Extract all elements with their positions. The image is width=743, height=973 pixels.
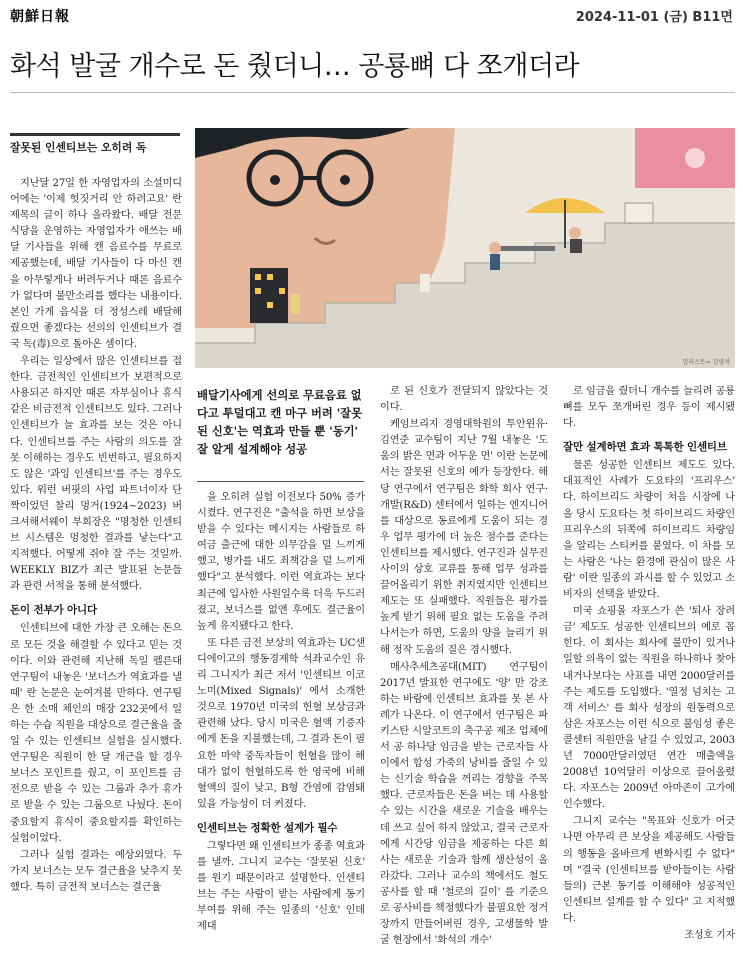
- paragraph: 인센티브에 대한 가장 큰 오해는 돈으로 모든 것을 해결할 수 있다고 믿는 것이다. 이와 관련해 지난해 독일 펠른대 연구팀이 내놓은 '보너스가 역효과를 낼 때' 란 논문은 눈여겨볼 만하다. 연구팀은 한 소매 체인의 매장 232곳에서 일하는 수습 직원을 대상으로 결근율을 줄일 수 있는 인센티브 실험을 실시했다. 연구팀은 직원이 한 달 개근을 할 경우 보너스 포인트를 줬고, 이 포인트를 금전으로 받을 수 있는 그룹과 추가 휴가로 받을 수 있는 그룹으로 나눴다. 돈이 중요할지 휴식이 중요할지를 확인하는 실험이었다.: [10, 623, 182, 844]
- newspaper-logo: 朝鮮日報: [10, 9, 70, 25]
- article-deck: 배달기사에게 선의로 무료음료 없다고 투덜대고 캔 마구 버려 '잘못된 신호'는 역효과 만들 뿐 '동기' 잘 알게 설계해야 성공: [197, 389, 362, 456]
- deck-divider: [197, 481, 364, 482]
- paragraph: 그니지 교수는 "목표와 신호가 어긋나면 아무리 큰 보상을 제공해도 사람들의 행동을 올바르게 변화시킬 수 없다" 며 "결국 (인센티브를 받아들이는 사람들의) 근본 동기를 이해해야 성공적인 인센티브 설계를 할 수 있다" 고 지적했다.: [563, 816, 735, 924]
- section-heading: 돈이 전부가 아니다: [10, 604, 97, 617]
- paragraph: 미국 쇼핑몰 자포스가 쓴 '퇴사 장려금' 제도도 성공한 인센티브의 예로 꼽힌다. 이 회사는 회사에 불만이 있거나 일할 의욕이 없는 직원을 하나하나 찾아내거나보다는 사표를 내면 2000달러를 주는 제도를 도입했다. '열정 넘치는 고객 서비스' 를 회사 성장의 원동력으로 삼은 자포스는 이런 식으로 불임성 좋은 콜센터 직원만을 남길 수 있었고, 2003년 7000만달러였던 연간 매출액을 2008년 10억달러 이상으로 끌어올렸다. 자포스는 2009년 아마존이 고가에 인수했다.: [563, 606, 735, 811]
- paragraph: 매사추세츠공대(MIT) 연구팀이 2017년 발표한 연구에도 '양' 만 강조하는 바람에 인센티브 효과를 못 본 사례가 나온다. 이 연구에서 연구팀은 파키스탄 시알코트의 축구공 제조 업체에서 공 하나당 임금을 받는 근로자들 사이에서 합성 가죽의 낭비를 줄일 수 있는 신기술 학습을 꺼리는 경향을 주목했다. 근로자들은 돈을 버는 데 사용할 수 있는 시간을 새로운 기술을 배우는 데 쓰고 싶어 하지 않았고, 결국 근로자에게 시간당 임금을 제공하는 다른 회사는 새로운 기술과 함께 생산성이 올라갔다. 그러나 교수의 책에서도 철도 공사를 할 때 '철로의 길이' 를 기준으로 공사비를 책정했다가 불필요한 정거장까지 만들어버린 경우, 고생물학 발굴 현장에서 '화석의 개수': [380, 661, 548, 947]
- article-column-4: [563, 384, 735, 971]
- paragraph: 케임브리지 경영대학원의 투안윈유·김연준 교수팀이 지난 7월 내놓은 '도움의 밝은 면과 어두운 면' 이란 논문에서는 잘못된 신호의 예가 등장한다. 해당 연구에서 연구팀은 화학 회사 연구·개발(R&D) 센터에서 일하는 엔지니어를 대상으로 동료에게 도움이 되는 경우 업무 평가에 더 높은 점수를 준다는 인센티브를 제시했다. 연구진과 실무진 사이의 상호 교류를 통해 업무 성과를 끌어올리기 위한 취지였지만 인센티브 제도는 또 실패했다. 직원들은 평가를 높게 받기 위해 필요 없는 도움을 주려 나서는가 하면, 도움의 양을 늘리기 위해 정작 도움의 질은 경시했다.: [380, 419, 548, 656]
- date-page-label: 2024-11-01 (금) B11면: [575, 10, 733, 25]
- headline-divider: [10, 92, 735, 93]
- paragraph: 을 오히려 실험 이전보다 50% 증가시켰다. 연구진은 "출석을 하면 보상을 받을 수 있다는 메시지는 사람들로 하여금 출근에 대한 의무감을 덜 느끼게 했고, 병가를 내도 죄책감을 덜 느끼게 했다"고 분석했다. 이런 역효과는 보다 최근에 입사한 사원일수록 더욱 두드러졌고, 보너스를 없앤 후에도 결근율이 높게 유지됐다고 한다.: [197, 492, 365, 632]
- paragraph: 물론 성공한 인센티브 제도도 있다. 대표적인 사례가 도요타의 '프리우스' 다. 하이브리드 차량이 처음 시장에 나올 당시 도요타는 첫 하이브리드 차량인 프리우스의 뒤쪽에 하이브리드 차량임을 알리는 스티커를 붙였다. 이 차를 모는 사람은 '나는 환경에 관심이 많은 사람' 이란 일종의 과시를 할 수 있었고 소비자의 선택을 받았다.: [563, 460, 735, 601]
- article-column-3: [380, 384, 548, 971]
- masthead: [10, 6, 733, 28]
- section-heading: 인센티브는 정확한 설계가 필수: [197, 821, 338, 834]
- paragraph: 또 다른 금전 보상의 역효과는 UC샌디에이고의 행동경제학 석좌교수인 유리 그니지가 최근 저서 '인센티브 이코노미(Mixed Signals)' 에서 소개한 것으로 1970년 미국의 헌혈 보상금과 관련해 났다. 당시 미국은 혈액 기증자에게 돈을 지불했는데, 그 결과 돈이 필요한 마약 중독자들이 헌혈을 많이 해 대가 없이 헌혈하도록 한 영국에 비해 혈액의 질이 낮고, B형 간염에 감염돼 있을 가능성이 더 커졌다.: [197, 637, 365, 810]
- article-illustration: [195, 128, 735, 368]
- paragraph: 지난달 27일 한 자영업자의 소셜미디어에는 '이제 헛짓거리 안 하려고요' 란 제목의 글이 하나 올라왔다. 배달 전문 식당을 운영하는 자영업자가 애쓰는 배달 기사들을 위해 캔 음료수를 무료로 제공했는데, 배달 기사들이 다 마신 캔을 아무렇게나 버려두거나 때론 음료수가 없다며 불만소리를 했다는 내용이다. 본인 가게 음식을 더 정성스레 배달해 줬으면 좋겠다는 선의의 인센티브가 결국 독(毒)으로 돌아온 셈이다.: [10, 178, 182, 350]
- article-subhead: 잘못된 인센티브는 오히려 독: [10, 133, 180, 155]
- paragraph: 로 된 신호가 전달되지 않았다는 것이다.: [380, 386, 548, 414]
- article-column-1: [10, 176, 182, 971]
- byline: 조성호 기자: [684, 930, 735, 941]
- paragraph: 로 임금을 줬더니 개수를 늘리려 공룡 뼈를 모두 쪼개버린 경우 등이 제시됐다.: [563, 386, 735, 430]
- article-column-2: [197, 490, 365, 971]
- illustration-credit: 일러스트= 김영석: [682, 359, 730, 366]
- article-headline: 화석 발굴 개수로 돈 줬더니… 공룡뼈 다 쪼개더라: [10, 51, 580, 82]
- section-heading: 잘만 설계하면 효과 톡톡한 인센티브: [563, 441, 727, 454]
- paragraph: 그렇다면 왜 인센티브가 종종 역효과를 낼까. 그니지 교수는 '잘못된 신호' 를 원기 때문이라고 설명한다. 인센티브는 주는 사람이 받는 사람에게 동기 부여를 위해 주는 일종의 '신호' 인데 제대: [197, 840, 365, 933]
- paragraph: 우리는 일상에서 많은 인센티브를 접한다. 금전적인 인센티브가 보편적으로 사용되곤 하지만 때론 자부심이나 휴식 같은 비금전적 인센티브도 있다. 그러나 인센티브가 늘 효과를 보는 것은 아니다. 인센티브를 주는 사람의 의도를 잘못 이해하는 경우도 빈번하고, 필요하지도 않은 '과잉 인센티브'를 주는 경우도 있다. 워런 버핏의 사업 파트너이자 단짝이었던 찰리 멍거(1924~2023) 버크셔해서웨이 부회장은 "명청한 인센티브 시스템은 멍청한 결과를 낳는다"고 지적했다. 어떻게 쥐야 잘 주는 것일까. WEEKLY BIZ가 최근 발표된 논문들과 관련 서적을 통해 분석했다.: [10, 356, 182, 593]
- paragraph: 그러나 실험 결과는 예상외였다. 두 가지 보너스는 모두 결근율을 낮추지 못했다. 특히 금전적 보너스는 결근율: [10, 849, 182, 893]
- illustration-graphic: [195, 128, 735, 368]
